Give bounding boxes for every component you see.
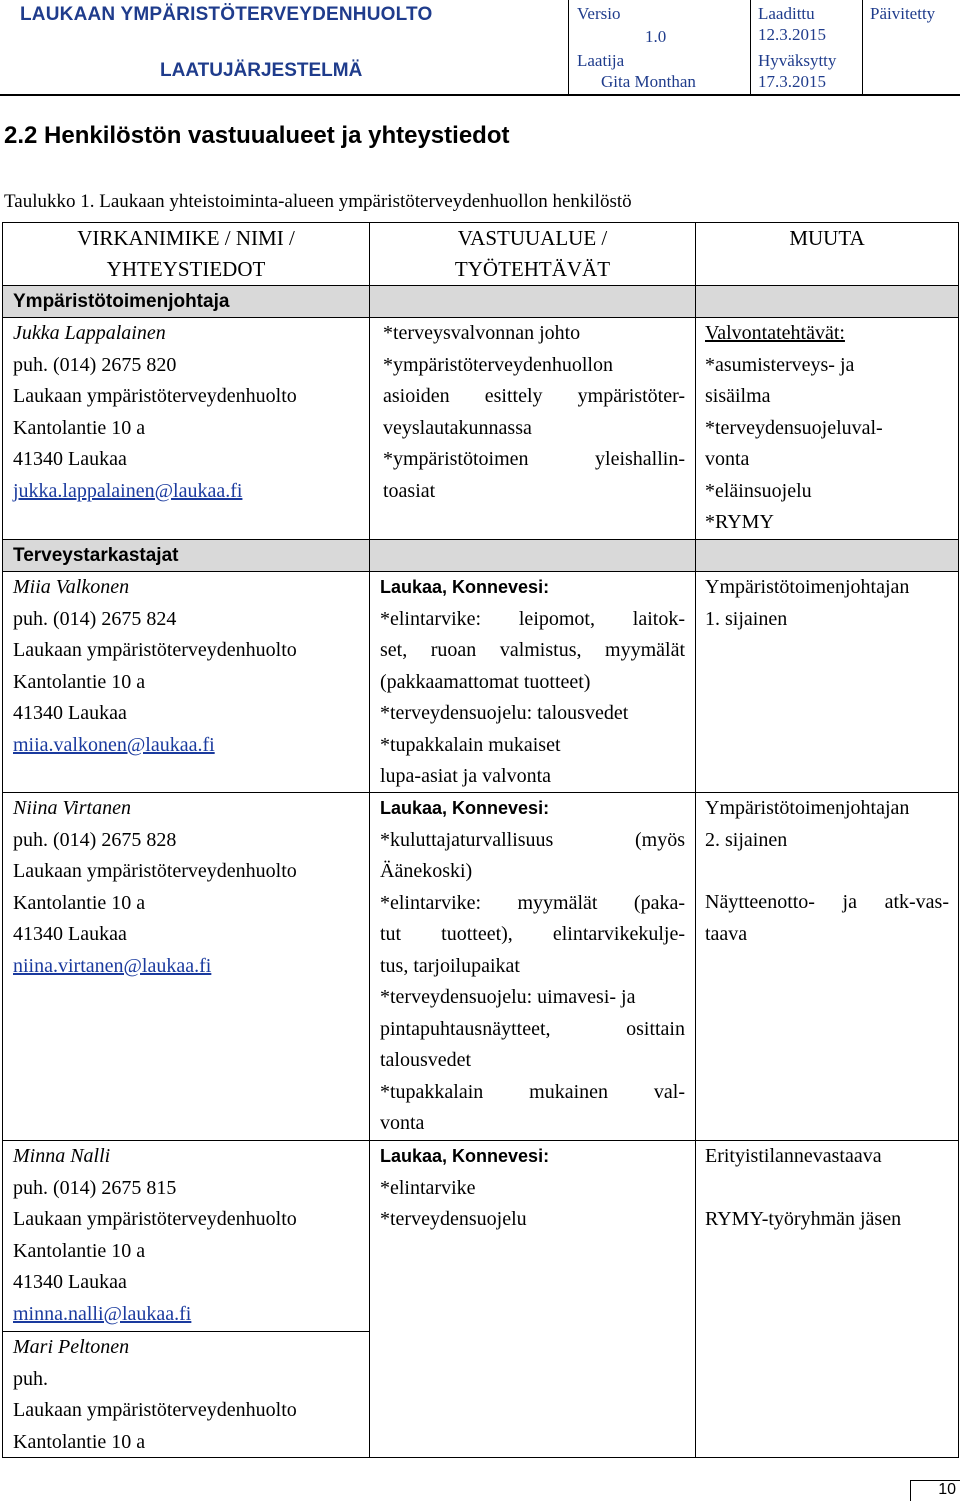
section-heading: 2.2 Henkilöstön vastuualueet ja yhteystiedot (4, 122, 510, 149)
other-minna: Erityistilannevastaava RYMY-työryhmän jäsen (705, 1145, 902, 1230)
col-header-other: MUUTA (789, 226, 865, 250)
page-number: 10 (910, 1480, 960, 1501)
email-link[interactable]: minna.nalli@laukaa.fi (13, 1302, 192, 1325)
contact-jukka: Jukka Lappalainen puh. (014) 2675 820 Laukaan ympäristöterveydenhuolto Kantolantie 10 a 41340 Laukaa jukka.lappalainen@laukaa.fi (13, 318, 363, 507)
category-row-inspectors (3, 540, 958, 571)
author-value: Gita Monthan (601, 72, 696, 91)
contact-niina: Niina Virtanen puh. (014) 2675 828 Laukaan ympäristöterveydenhuolto Kantolantie 10 a 41340 Laukaa niina.virtanen@laukaa.fi (13, 793, 363, 982)
approved-value: 17.3.2015 (758, 72, 826, 91)
duties-minna: Laukaa, Konnevesi: *elintarvike *terveydensuojelu (380, 1146, 550, 1230)
duties-miia: Laukaa, Konnevesi: *elintarvike: leipomot, laitok- set, ruoan valmistus, myymälät (pakkaamattomat tuotteet) *terveydensuojelu: talousvedet *tupakkalain mukaiset lupa-asiat ja valvonta (380, 577, 685, 787)
duties-jukka: *terveysvalvonnan johto *ympäristöterveydenhuollon asioiden esittely ympäristöter- veyslautakunnassa *ympäristötoimen yleishallin- toasiat (383, 322, 685, 502)
email-link[interactable]: miia.valkonen@laukaa.fi (13, 733, 215, 756)
version-value: 1.0 (645, 27, 667, 46)
email-link[interactable]: niina.virtanen@laukaa.fi (13, 954, 212, 977)
category-row-director (3, 286, 958, 317)
contact-minna: Minna Nalli puh. (014) 2675 815 Laukaan ympäristöterveydenhuolto Kantolantie 10 a 41340 Laukaa minna.nalli@laukaa.fi (13, 1141, 363, 1330)
category-label: Ympäristötoimenjohtaja (13, 291, 230, 312)
created-label: Laadittu (758, 4, 815, 23)
author-label: Laatija (577, 51, 625, 70)
other-miia: Ympäristötoimenjohtajan 1. sijainen (705, 576, 910, 630)
duties-niina: Laukaa, Konnevesi: *kuluttajaturvallisuus (myös Äänekoski) *elintarvike: myymälät (paka- tut tuotteet), elintarvikekulje- tus, tarjoilupaikat *terveydensuojelu: uimavesi- ja pintapuhtausnäytteet, osittain talousvedet *tupakkalain mukainen val- vonta (380, 798, 685, 1134)
created-value: 12.3.2015 (758, 25, 826, 44)
header-title: LAUKAAN YMPÄRISTÖTERVEYDENHUOLTO (20, 4, 433, 25)
header-subtitle: LAATUJÄRJESTELMÄ (160, 60, 363, 81)
col-header-duties: VASTUUALUE / TYÖTEHTÄVÄT (454, 226, 611, 281)
document-header (0, 0, 960, 96)
staff-table (2, 222, 959, 1458)
other-jukka: Valvontatehtävät: *asumisterveys- ja sisäilma *terveydensuojeluval- vonta *eläinsuojelu *RYMY (705, 322, 883, 533)
contact-mari: Mari Peltonen puh. Laukaan ympäristöterveydenhuolto Kantolantie 10 a (13, 1336, 297, 1453)
table-caption: Taulukko 1. Laukaan yhteistoiminta-alueen ympäristöterveydenhuollon henkilöstö (4, 191, 632, 212)
approved-label: Hyväksytty (758, 51, 837, 70)
updated-label: Päivitetty (870, 4, 936, 23)
other-niina: Ympäristötoimenjohtajan 2. sijainen Näytteenotto- ja atk-vas- taava (705, 797, 949, 945)
col-header-title: VIRKANIMIKE / NIMI / YHTEYSTIEDOT (77, 226, 295, 281)
email-link[interactable]: jukka.lappalainen@laukaa.fi (13, 479, 243, 502)
version-label: Versio (577, 4, 621, 23)
category-label: Terveystarkastajat (13, 545, 179, 566)
contact-miia: Miia Valkonen puh. (014) 2675 824 Laukaan ympäristöterveydenhuolto Kantolantie 10 a 41340 Laukaa miia.valkonen@laukaa.fi (13, 572, 363, 761)
